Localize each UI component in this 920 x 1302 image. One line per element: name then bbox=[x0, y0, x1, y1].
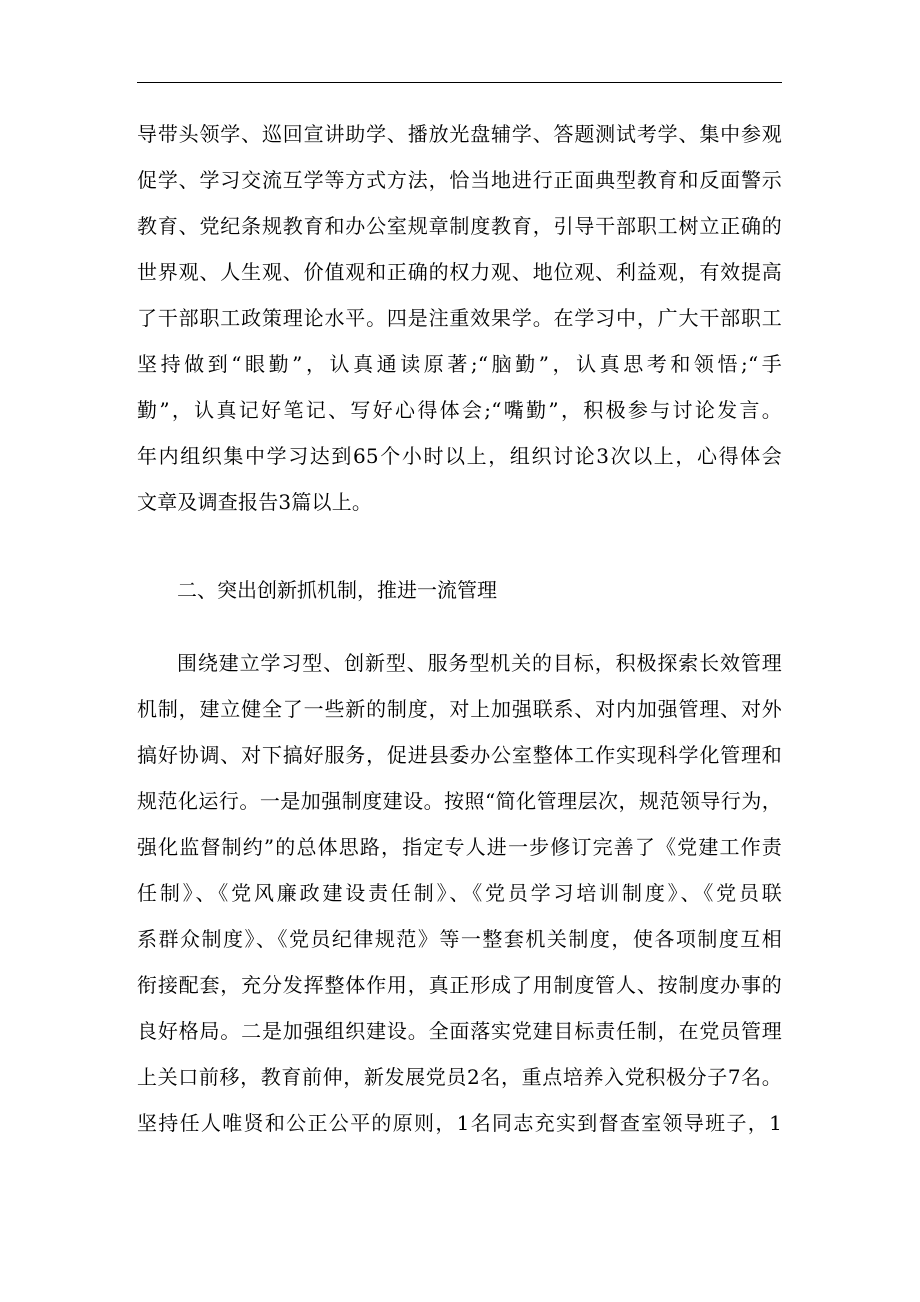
paragraph-line: 文章及调查报告3篇以上。 bbox=[137, 490, 373, 514]
paragraph-line: 世界观、人生观、价值观和正确的权力观、地位观、利益观，有效提高 bbox=[137, 260, 782, 284]
paragraph-line: 勤”，认真记好笔记、写好心得体会;“嘴勤”，积极参与讨论发言。 bbox=[137, 398, 782, 422]
paragraph-line: 导带头领学、巡回宣讲助学、播放光盘辅学、答题测试考学、集中参观 bbox=[137, 122, 782, 146]
paragraph-line: 衔接配套，充分发挥整体作用，真正形成了用制度管人、按制度办事的 bbox=[137, 973, 782, 997]
paragraph-2 bbox=[137, 640, 797, 1146]
paragraph-line: 规范化运行。一是加强制度建设。按照“简化管理层次，规范领导行为， bbox=[137, 789, 782, 813]
paragraph-line: 搞好协调、对下搞好服务，促进县委办公室整体工作实现科学化管理和 bbox=[137, 743, 782, 767]
paragraph-line: 系群众制度》、《党员纪律规范》等一整套机关制度，使各项制度互相 bbox=[137, 927, 782, 951]
paragraph-line: 坚持做到“眼勤”，认真通读原著;“脑勤”，认真思考和领悟;“手 bbox=[137, 352, 782, 376]
paragraph-line: 任制》、《党风廉政建设责任制》、《党员学习培训制度》、《党员联 bbox=[137, 881, 782, 905]
paragraph-line: 教育、党纪条规教育和办公室规章制度教育，引导干部职工树立正确的 bbox=[137, 214, 782, 238]
paragraph-line: 促学、学习交流互学等方式方法，恰当地进行正面典型教育和反面警示 bbox=[137, 168, 782, 192]
paragraph-line: 良好格局。二是加强组织建设。全面落实党建目标责任制，在党员管理 bbox=[137, 1019, 782, 1043]
paragraph-1 bbox=[137, 111, 797, 525]
paragraph-line: 强化监督制约”的总体思路，指定专人进一步修订完善了《党建工作责 bbox=[137, 835, 782, 859]
paragraph-line: 机制，建立健全了一些新的制度，对上加强联系、对内加强管理、对外 bbox=[137, 697, 782, 721]
paragraph-line: 围绕建立学习型、创新型、服务型机关的目标，积极探索长效管理 bbox=[177, 651, 782, 675]
paragraph-line: 年内组织集中学习达到65个小时以上，组织讨论3次以上，心得体会 bbox=[137, 444, 782, 468]
paragraph-line: 了干部职工政策理论水平。四是注重效果学。在学习中，广大干部职工 bbox=[137, 306, 782, 330]
section-heading: 二、突出创新抓机制，推进一流管理 bbox=[177, 578, 497, 602]
header-rule bbox=[137, 82, 782, 83]
paragraph-line: 坚持任人唯贤和公正公平的原则，1名同志充实到督查室领导班子，1 bbox=[137, 1111, 782, 1135]
section-heading-block bbox=[137, 567, 797, 613]
paragraph-line: 上关口前移，教育前伸，新发展党员2名，重点培养入党积极分子7名。 bbox=[137, 1065, 782, 1089]
